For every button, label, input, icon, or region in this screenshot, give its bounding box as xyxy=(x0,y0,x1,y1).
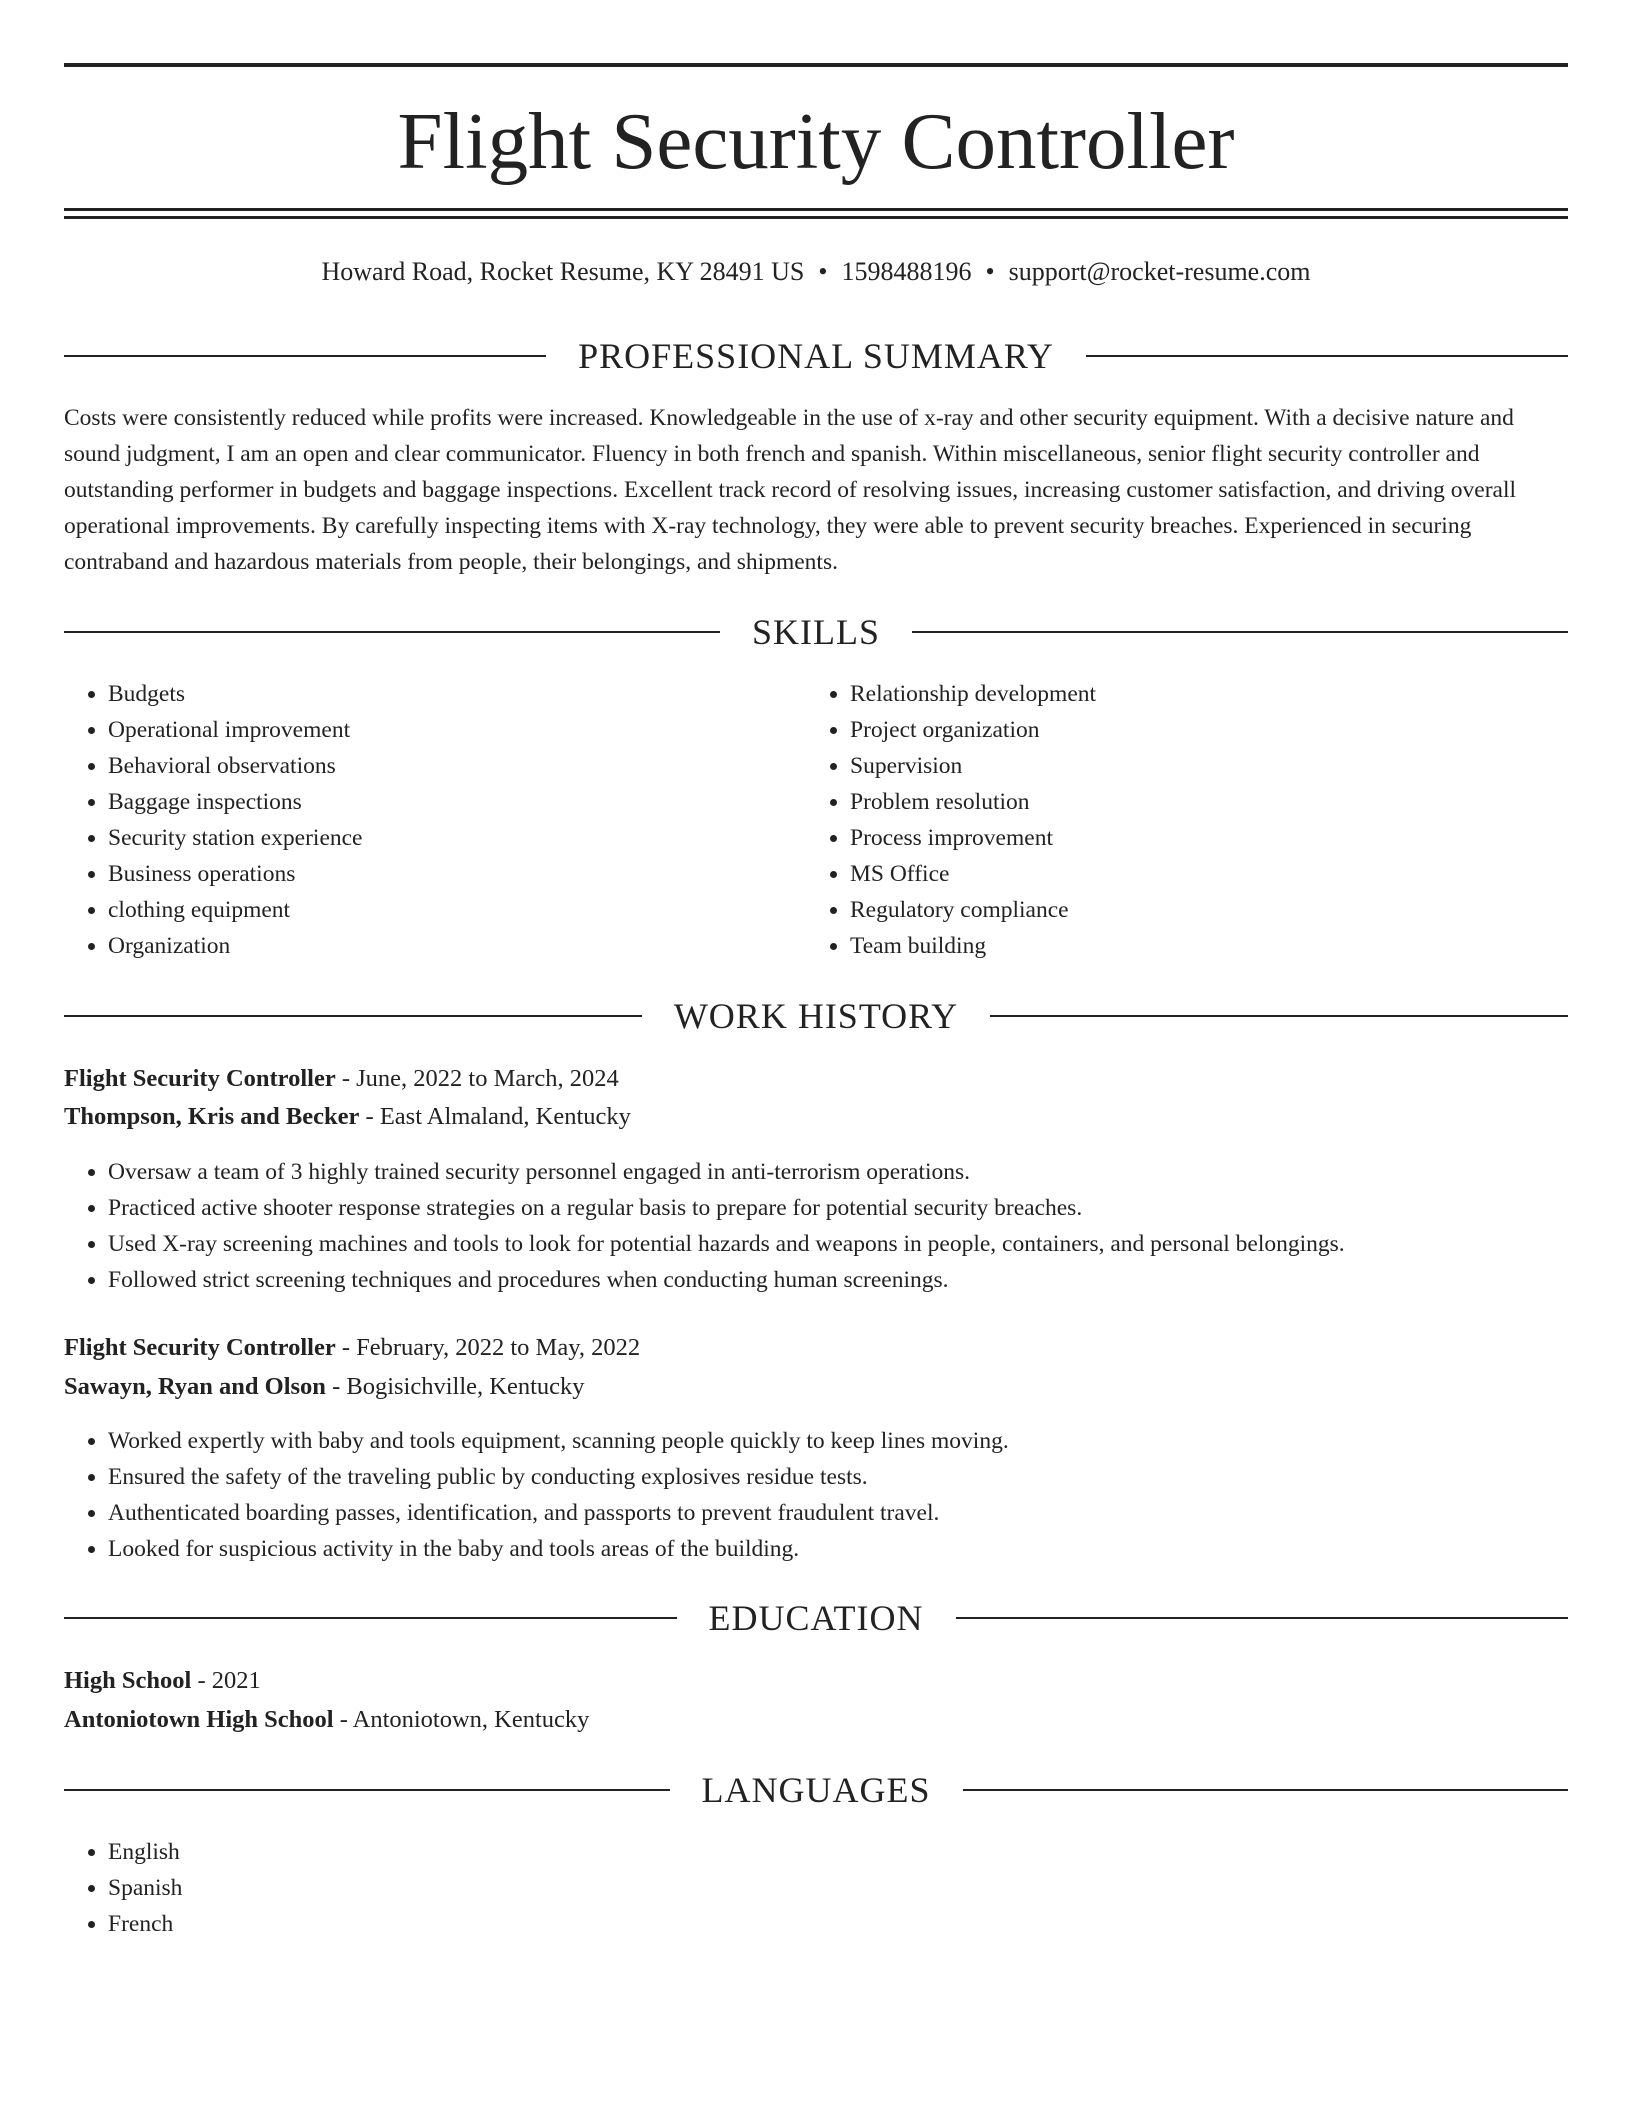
skill-item: • Supervision xyxy=(850,748,1550,784)
job-duty: • Followed strict screening techniques and procedures when conducting human screenings. xyxy=(108,1262,1568,1298)
job-duty: • Authenticated boarding passes, identification, and passports to prevent fraudulent travel. xyxy=(108,1495,1568,1531)
header-top-rule xyxy=(64,63,1568,67)
job-duty: • Looked for suspicious activity in the baby and tools areas of the building. xyxy=(108,1531,1568,1567)
skill-item: • Organization xyxy=(108,928,808,964)
job-duty: • Worked expertly with baby and tools equipment, scanning people quickly to keep lines moving. xyxy=(108,1423,1568,1459)
job-duties-list xyxy=(64,1154,1568,1298)
skill-item: • Regulatory compliance xyxy=(850,892,1550,928)
skill-item: • Baggage inspections xyxy=(108,784,808,820)
contact-separator: • xyxy=(985,257,995,286)
degree-name: High School xyxy=(64,1667,192,1694)
divider-line xyxy=(64,1789,670,1791)
job-dates: - February, 2022 to May, 2022 xyxy=(335,1334,641,1361)
skill-item: • Security station experience xyxy=(108,820,808,856)
divider-line xyxy=(64,1617,677,1619)
section-title: EDUCATION xyxy=(708,1598,924,1638)
skills-list-right xyxy=(806,676,1550,964)
divider-line xyxy=(963,1789,1569,1791)
skill-item: • Team building xyxy=(850,928,1550,964)
skill-item: • Business operations xyxy=(108,856,808,892)
header-double-rule-upper xyxy=(64,208,1568,211)
divider-line xyxy=(990,1015,1568,1017)
skill-item: • MS Office xyxy=(850,856,1550,892)
contact-phone: 1598488196 xyxy=(841,257,972,286)
contact-address: Howard Road, Rocket Resume, KY 28491 US xyxy=(321,257,805,286)
skill-item: • Project organization xyxy=(850,712,1550,748)
employer-location: - East Almaland, Kentucky xyxy=(359,1103,631,1130)
header-double-rule-lower xyxy=(64,216,1568,219)
job-duty: • Oversaw a team of 3 highly trained security personnel engaged in anti-terrorism operations. xyxy=(108,1154,1568,1190)
divider-line xyxy=(64,1015,642,1017)
job-duties-list xyxy=(64,1423,1568,1567)
employer-line xyxy=(64,1368,1568,1406)
school-line xyxy=(64,1701,1568,1739)
divider-line xyxy=(64,355,546,357)
degree-line xyxy=(64,1662,1568,1700)
school-location: - Antoniotown, Kentucky xyxy=(333,1706,590,1733)
language-item: • English xyxy=(108,1834,808,1870)
skill-item: • Behavioral observations xyxy=(108,748,808,784)
contact-info xyxy=(64,254,1568,290)
employer-location: - Bogisichville, Kentucky xyxy=(325,1373,585,1400)
candidate-name: Flight Security Controller xyxy=(397,96,1235,186)
employer-line xyxy=(64,1098,1568,1136)
divider-line xyxy=(956,1617,1569,1619)
job-title-line xyxy=(64,1060,1568,1098)
divider-line xyxy=(912,631,1568,633)
contact-email: support@rocket-resume.com xyxy=(1008,257,1311,286)
employer-name: Thompson, Kris and Becker xyxy=(64,1103,360,1130)
divider-line xyxy=(1086,355,1568,357)
skill-item: • Problem resolution xyxy=(850,784,1550,820)
language-item: • Spanish xyxy=(108,1870,808,1906)
job-title: Flight Security Controller xyxy=(64,1065,336,1092)
section-title: WORK HISTORY xyxy=(673,996,959,1036)
job-duty: • Practiced active shooter response strategies on a regular basis to prepare for potential security breaches. xyxy=(108,1190,1568,1226)
divider-line xyxy=(64,631,720,633)
section-title: LANGUAGES xyxy=(701,1770,931,1810)
languages-list xyxy=(64,1834,808,1942)
school-name: Antoniotown High School xyxy=(64,1706,334,1733)
skill-item: • Process improvement xyxy=(850,820,1550,856)
job-duty: • Used X-ray screening machines and tools to look for potential hazards and weapons in people, containers, and personal belongings. xyxy=(108,1226,1568,1262)
skills-list-left xyxy=(64,676,808,964)
job-duty: • Ensured the safety of the traveling public by conducting explosives residue tests. xyxy=(108,1459,1568,1495)
job-title-line xyxy=(64,1329,1568,1367)
section-heading-work-history xyxy=(64,994,1568,1038)
skill-item: • Operational improvement xyxy=(108,712,808,748)
employer-name: Sawayn, Ryan and Olson xyxy=(64,1373,326,1400)
professional-summary-text: Costs were consistently reduced while profits were increased. Knowledgeable in the use of x-ray and other security equipment. With a decisive nature and sound judgment, I am an open and clear communicator. Fluency in both french and spanish. Within miscellaneous, senior flight security controller and outstanding performer in budgets and baggage inspections. Excellent track record of resolving issues, increasing customer satisfaction, and driving overall operational improvements. By carefully inspecting items with X-ray technology, they were able to prevent security breaches. Experienced in securing contraband and hazardous materials from people, their belongings, and shipments. xyxy=(64,405,1517,575)
contact-separator: • xyxy=(818,257,828,286)
section-heading-languages xyxy=(64,1768,1568,1812)
skill-item: • Relationship development xyxy=(850,676,1550,712)
language-item: • French xyxy=(108,1906,808,1942)
section-heading-education xyxy=(64,1596,1568,1640)
job-dates: - June, 2022 to March, 2024 xyxy=(335,1065,619,1092)
skill-item: • Budgets xyxy=(108,676,808,712)
section-title: SKILLS xyxy=(752,612,881,652)
skill-item: • clothing equipment xyxy=(108,892,808,928)
section-heading-skills xyxy=(64,610,1568,654)
section-heading-summary xyxy=(64,334,1568,378)
degree-year: - 2021 xyxy=(191,1667,261,1694)
job-title: Flight Security Controller xyxy=(64,1334,336,1361)
section-title: PROFESSIONAL SUMMARY xyxy=(578,336,1054,376)
